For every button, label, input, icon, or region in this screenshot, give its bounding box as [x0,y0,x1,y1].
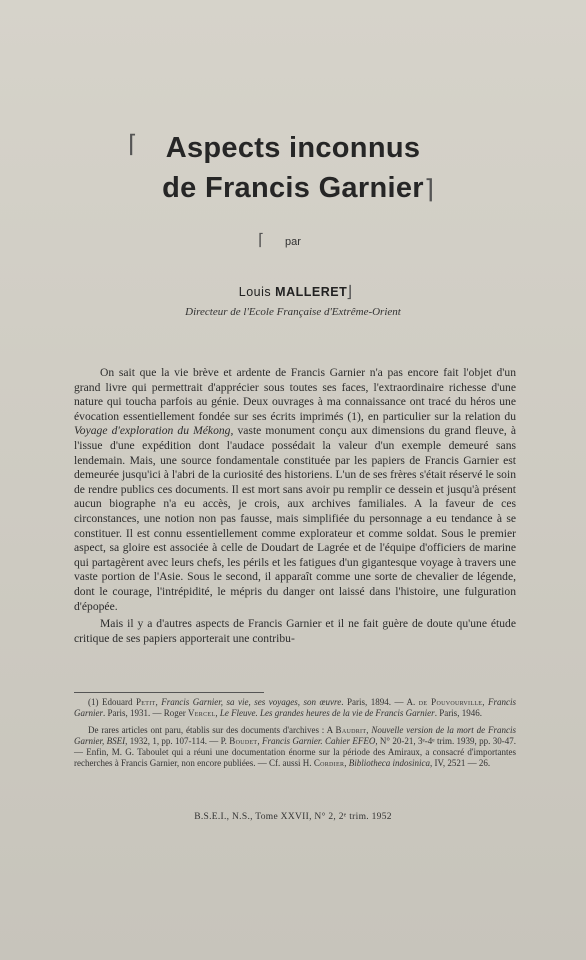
paragraph: Mais il y a d'autres aspects de Francis Garnier et il ne fait guère de doute qu'une étude critique de ses papiers apporterait une contribu- [74,617,516,645]
article-title-line-1: Aspects inconnus [165,132,421,164]
article-title-line-2: de Francis Garnier [162,172,424,204]
article-body [74,366,516,646]
journal-citation: B.S.E.I., N.S., Tome XXVII, N° 2, 2ᵉ trim. 1952 [194,812,392,822]
pencil-bracket-mark: ⌈ [128,131,138,158]
footnote: (1) Edouard Petit, Francis Garnier, sa vie, ses voyages, son œuvre. Paris, 1894. — A. de Pouvourville, Francis Garnier. Paris, 1931. — Roger Vercel, Le Fleuve. Les grandes heures de la vie de Francis Garnier. Paris, 1946. [74,697,517,719]
pencil-bracket-mark: ⌋ [346,284,353,301]
book-title: Voyage d'exploration du Mékong, [74,424,234,438]
byline-par: par [285,236,301,248]
footnotes [74,697,516,770]
paragraph: On sait que la vie brève et ardente de Francis Garnier n'a pas encore fait l'objet d'un grand livre qui permettrait d'apprécier sous toutes ses faces, l'extraordinaire richesse d'une nature qui toucha parfois au génie. Deux ouvrages à ma connaissance ont tracé du héros une évocation essentiellement fondée sur ses écrits imprimés (1), en particulier sur la relation du Voyage d'exploration du Mékong, vaste monument conçu aux dimensions du grand fleuve, à l'issue d'une expédition dont l'audace possédait la valeur d'un exemple demeuré sans lendemain. Mais, une source fondamentale constituée par les papiers de Francis Garnier est demeurée jusqu'ici à l'abri de la curiosité des historiens. L'un de ses frères s'était réservé le soin de rendre publics ces documents. Il est mort sans avoir pu remplir ce dessein et jusqu'à présent aucun biographe n'a eu accès, je crois, aux archives familiales. A la faveur de ces circonstances, une notion non pas fausse, mais simplifiée du personnage a eu tendance à se constituer. Il est connu essentiellement comme explorateur et comme soldat. Sous le premier aspect, sa gloire est associée à celle de Doudart de Lagrée et de l'équipe d'officiers de marine qui partagèrent avec leurs chefs, les périls et les fatigues d'un gigantesque voyage à travers une vaste portion de l'Asie. Sous le second, il apparaît comme une sorte de chevalier de légende, dont le courage, l'intrépidité, le mépris du danger ont laissé dans l'histoire, une fulguration d'épopée. [74,366,517,613]
author-name [0,285,586,299]
author-affiliation: Directeur de l'Ecole Française d'Extrême-Orient [185,306,401,318]
pencil-bracket-mark: ⌈ [258,232,265,249]
footnote: De rares articles ont paru, établis sur des documents d'archives : A Baudrit, Nouvelle version de la mort de Francis Garnier, BSEI, 1932, 1, pp. 107-114. — P. Boudet, Francis Garnier. Cahier EFEO, N° 20-21, 3ᵉ-4ᵉ trim. 1939, pp. 30-47. — Enfin, M. G. Taboulet qui a réuni une documentation énorme sur la période des Amiraux, a consacré d'importantes recherches à Francis Garnier, non encore publiées. — Cf. aussi H. Cordier, Bibliotheca indosinica, IV, 2521 — 26. [74,724,517,769]
pencil-bracket-mark: ⌉ [424,174,435,204]
author-last-name: MALLERET [275,285,348,299]
footnote-rule [74,692,264,693]
author-first-name: Louis [238,285,272,299]
